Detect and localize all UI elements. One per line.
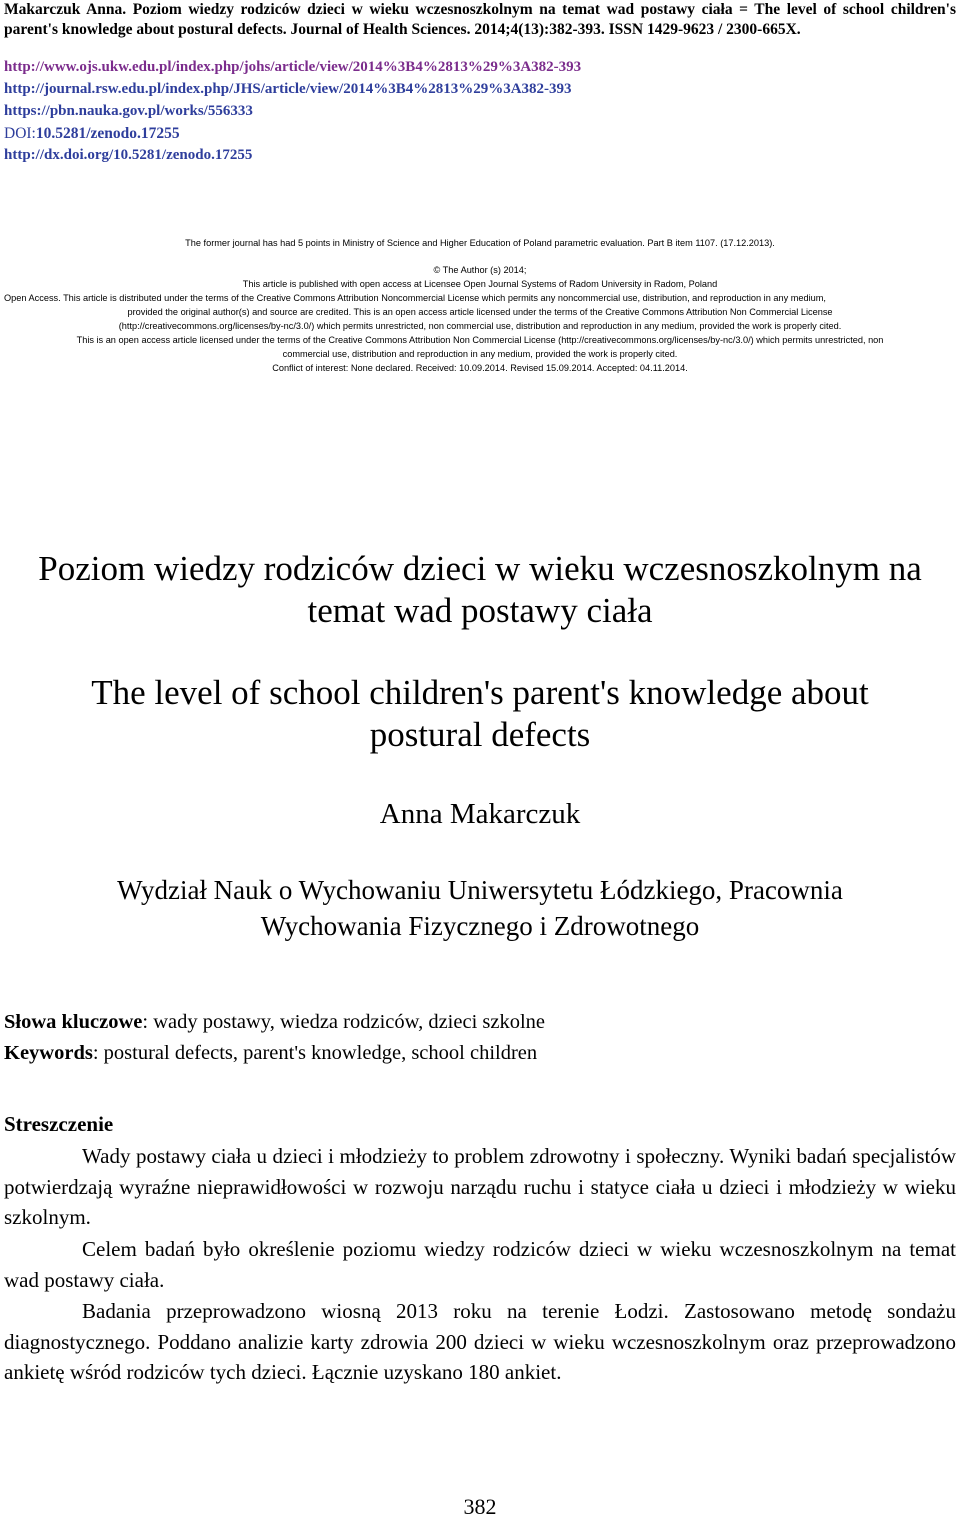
license-line-2: provided the original author(s) and source are credited. This is an open access article licensed under the terms of the Creative Commons Attribution Non Commercial License xyxy=(127,307,833,317)
doi-value[interactable]: 10.5281/zenodo.17255 xyxy=(35,125,180,142)
affiliation-line-1: Wydział Nauk o Wychowaniu Uniwersytetu Łódzkiego, Pracownia xyxy=(117,875,843,905)
doi-prefix: DOI: xyxy=(4,125,36,142)
page-number: 382 xyxy=(463,1494,497,1519)
abstract-heading: Streszczenie xyxy=(4,1112,114,1136)
pbn-link[interactable]: https://pbn.nauka.gov.pl/works/556333 xyxy=(4,103,253,119)
abstract-paragraph-2: Celem badań było określenie poziomu wiedzy rodziców dzieci w wieku wczesnoszkolnym na temat wad postawy ciała. xyxy=(4,1237,956,1292)
license-line-4: This is an open access article licensed under the terms of the Creative Commons Attribution Non Commercial License (http://creativecommons.org/licenses/by-nc/3.0/) which permits unrestricted, non xyxy=(76,335,884,345)
title-english xyxy=(0,672,960,756)
abstract-paragraph-3: Badania przeprowadzono wiosną 2013 roku na terenie Łodzi. Zastosowano metodę sondażu diagnostycznego. Poddano analizie karty zdrowia 200 dzieci w wieku wczesnoszkolnym oraz przeprowadzono ankietę wśród rodziców tych dzieci. Łącznie uzyskano 180 ankiet. xyxy=(4,1299,956,1384)
license-line-5: commercial use, distribution and reproduction in any medium, provided the work is properly cited. xyxy=(282,349,678,359)
author-name: Anna Makarczuk xyxy=(379,798,581,830)
abstract-paragraph-1: Wady postawy ciała u dzieci i młodzieży to problem zdrowotny i społeczny. Wyniki badań specjalistów potwierdzają wyraźne nieprawidłowości w rozwoju narządu ruchu i statyce ciała u dzieci i młodzieży w wieku szkolnym. xyxy=(4,1144,956,1229)
title-polish xyxy=(0,548,960,632)
dates-note: Conflict of interest: None declared. Received: 10.09.2014. Revised 15.09.2014. Accepted: 04.11.2014. xyxy=(272,363,688,373)
keywords-english xyxy=(4,1039,537,1067)
citation: Makarczuk Anna. Poziom wiedzy rodziców dzieci w wieku wczesnoszkolnym na temat wad postawy ciała = The level of school children's parent's knowledge about postural defects. Journal of Health Sciences. 2014;4(13):382-393. ISSN 1429-9623 / 2300-665X. xyxy=(4,1,956,38)
doi-line[interactable] xyxy=(4,124,180,143)
keywords-polish-label: Słowa kluczowe xyxy=(4,1011,143,1033)
title-english-line-1: The level of school children's parent's knowledge about xyxy=(91,673,869,712)
license-line-3: (http://creativecommons.org/licenses/by-nc/3.0/) which permits unrestricted, non commercial use, distribution and reproduction in any medium, provided the work is properly cited. xyxy=(118,321,842,331)
keywords-english-value: : postural defects, parent's knowledge, school children xyxy=(92,1042,538,1064)
title-english-line-2: postural defects xyxy=(369,715,591,754)
affiliation-line-2: Wychowania Fizycznego i Zdrowotnego xyxy=(260,911,700,941)
points-note: The former journal has had 5 points in Ministry of Science and Higher Education of Poland parametric evaluation. Part B item 1107. (17.12.2013). xyxy=(185,238,775,248)
license-line-1: Open Access. This article is distributed under the terms of the Creative Commons Attribution Noncommercial License which permits any noncommercial use, distribution, and reproduction in any medium, xyxy=(4,293,826,303)
title-polish-line-2: temat wad postawy ciała xyxy=(307,591,653,630)
keywords-polish xyxy=(4,1008,545,1036)
copyright-note: © The Author (s) 2014; xyxy=(433,265,527,275)
keywords-polish-value: : wady postawy, wiedza rodziców, dzieci szkolne xyxy=(142,1011,546,1033)
keywords-english-label: Keywords xyxy=(4,1042,93,1064)
doi-url-link[interactable]: http://dx.doi.org/10.5281/zenodo.17255 xyxy=(4,147,253,163)
ojs-link[interactable]: http://www.ojs.ukw.edu.pl/index.php/johs/article/view/2014%3B4%2813%29%3A382-393 xyxy=(4,59,582,75)
journal-link[interactable]: http://journal.rsw.edu.pl/index.php/JHS/article/view/2014%3B4%2813%29%3A382-393 xyxy=(4,81,572,97)
title-polish-line-1: Poziom wiedzy rodziców dzieci w wieku wczesnoszkolnym na xyxy=(38,549,922,588)
published-note: This article is published with open access at Licensee Open Journal Systems of Radom University in Radom, Poland xyxy=(242,279,718,289)
affiliation xyxy=(0,872,960,944)
